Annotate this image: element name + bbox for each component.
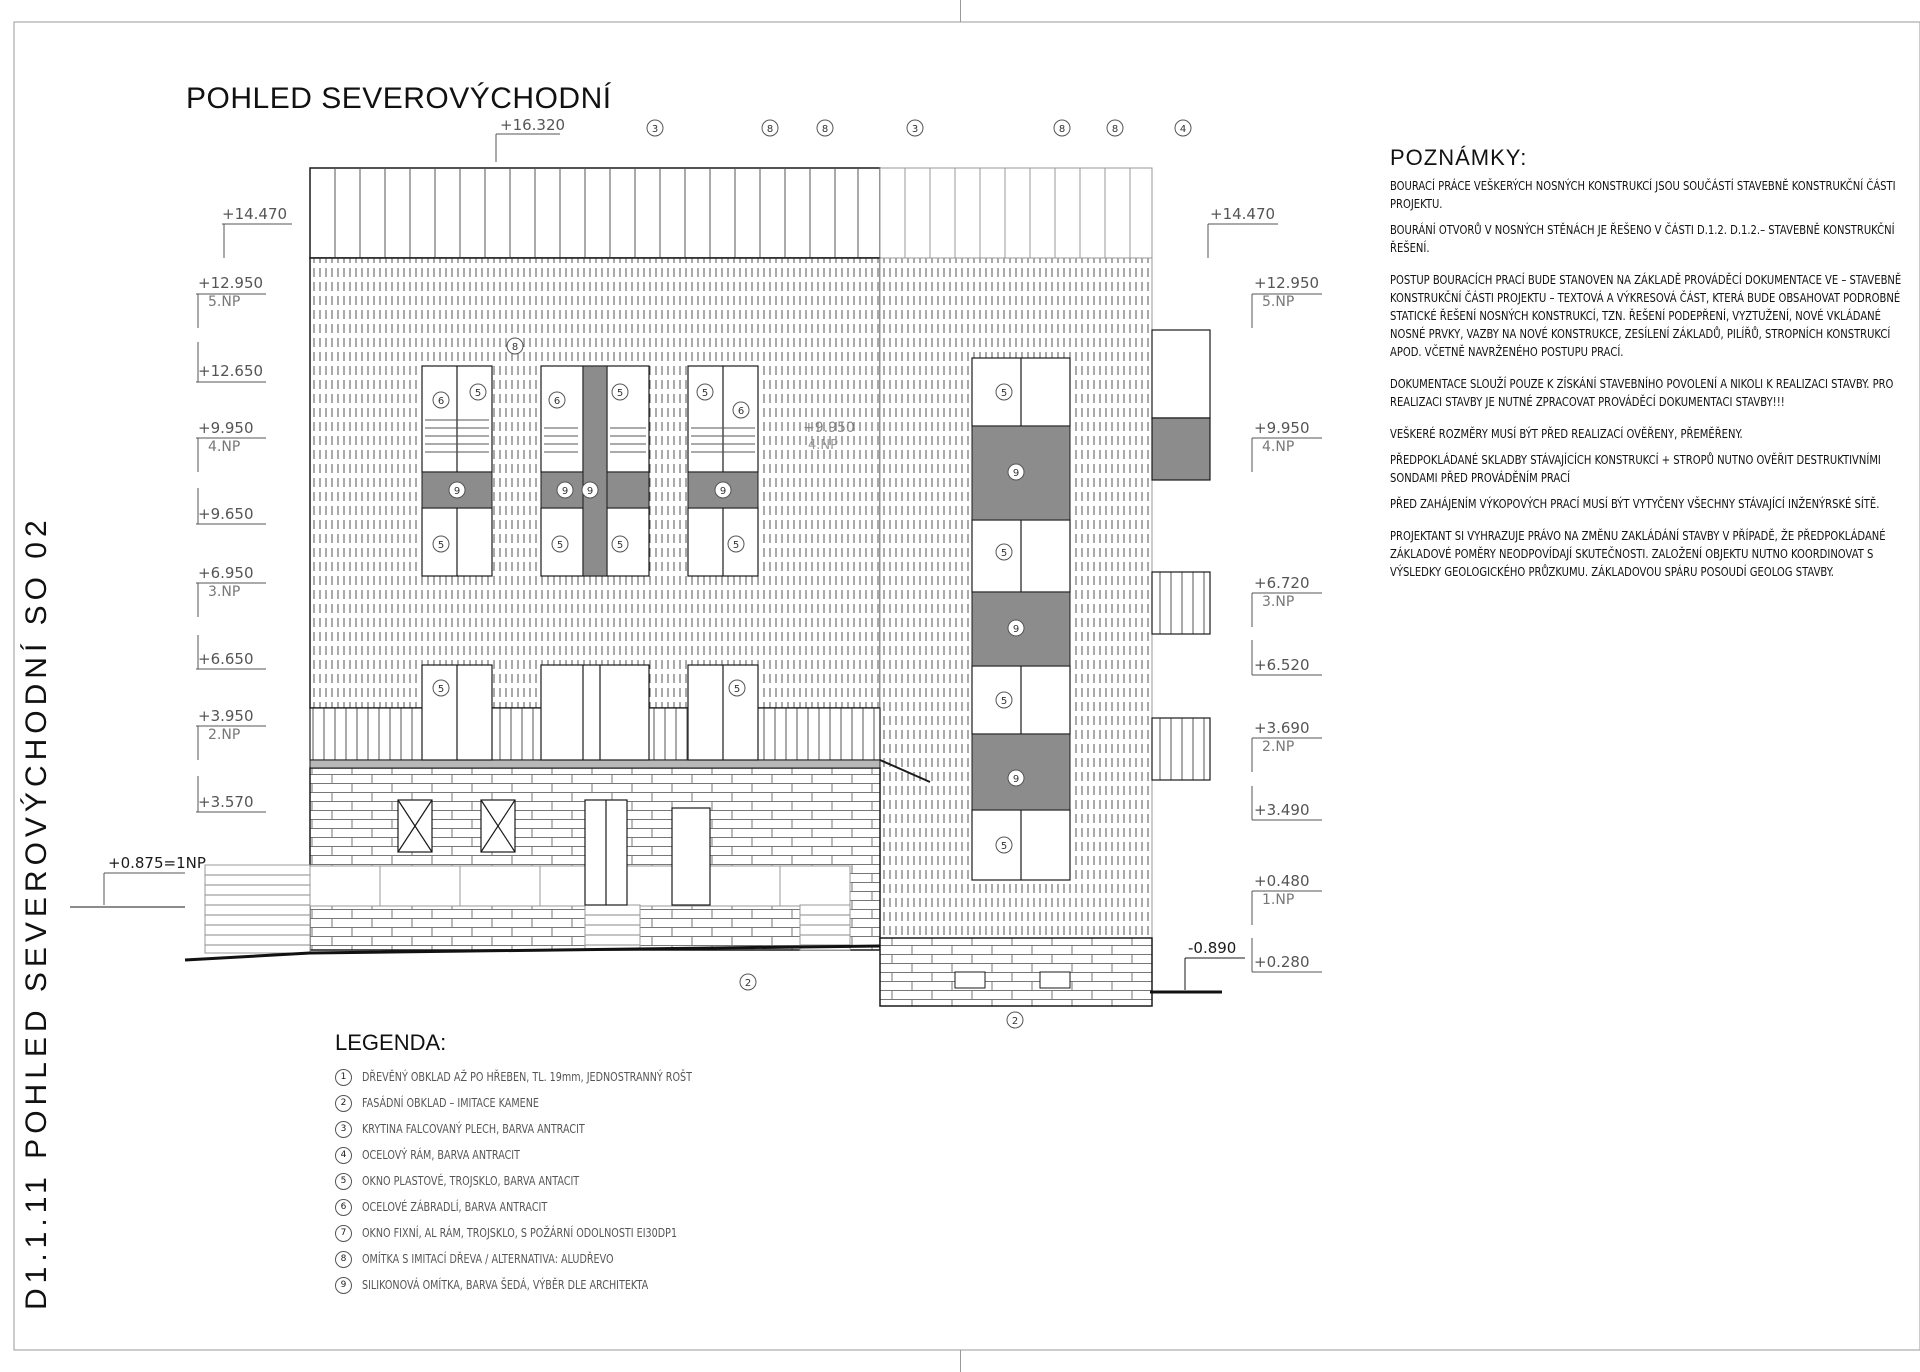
balcony-slab-fill	[310, 760, 880, 768]
marker-label: 8	[511, 342, 519, 353]
legend-item	[335, 1194, 775, 1220]
marker-label: 4	[1179, 124, 1187, 135]
marker-label: 5	[474, 388, 482, 399]
level-9650-left: +9.650	[198, 505, 254, 523]
floor-3np-right: 3.NP	[1262, 594, 1295, 610]
marker-label: 9	[586, 486, 594, 497]
marker-label: 5	[1000, 388, 1008, 399]
marker-label: 6	[737, 406, 745, 417]
note-item: DOKUMENTACE SLOUŽÍ POUZE K ZÍSKÁNÍ STAVEBNÍHO POVOLENÍ A NIKOLI K REALIZACI STAVBY. PRO REALIZACI STAVBY JE NUTNÉ ZPRACOVAT PROVÁDĚCÍ DOKUMENTACI STAVBY!!!	[1390, 377, 1894, 409]
marker-label: 5	[732, 540, 740, 551]
note-item: PŘED ZAHÁJENÍM VÝKOPOVÝCH PRACÍ MUSÍ BÝT VYTYČENY VŠECHNY STÁVAJÍCÍ INŽENÝRSKÉ SÍTĚ.	[1390, 497, 1880, 511]
marker-label: 9	[1012, 774, 1020, 785]
marker-label: 6	[553, 396, 561, 407]
marker-label: 6	[437, 396, 445, 407]
marker-label: 5	[437, 540, 445, 551]
level-14470-left: +14.470	[222, 205, 288, 223]
marker-label: 3	[651, 124, 659, 135]
legend-number: 3	[335, 1121, 352, 1138]
floor-4np-left: 4.NP	[208, 439, 241, 455]
marker-label: 5	[1000, 548, 1008, 559]
legend-item	[335, 1220, 775, 1246]
legend-number: 2	[335, 1095, 352, 1112]
marker-label: 9	[561, 486, 569, 497]
marker-label: 9	[1012, 624, 1020, 635]
sheet-vertical-title: D1.1.11 POHLED SEVEROVÝCHODNÍ SO 02	[20, 515, 53, 1310]
floor-3np-left: 3.NP	[208, 584, 241, 600]
level-12650-left: +12.650	[198, 362, 264, 380]
level-12950-left: +12.950	[198, 274, 264, 292]
steel-balconies	[1152, 330, 1210, 780]
floor-1np-right: 1.NP	[1262, 892, 1295, 908]
legend-number: 8	[335, 1251, 352, 1268]
roof-right	[880, 168, 1152, 258]
level-minus-0890: -0.890	[1188, 939, 1237, 957]
legend-item	[335, 1064, 775, 1090]
windows-left-2np	[422, 665, 758, 760]
marker-label: 5	[1000, 696, 1008, 707]
level-0480-right: +0.480	[1254, 872, 1310, 890]
marker-label: 5	[556, 540, 564, 551]
floor-4np-right: 4.NP	[1262, 439, 1295, 455]
marker-label: 8	[1058, 124, 1066, 135]
legend-panel	[335, 1030, 775, 1298]
marker-label: 5	[1000, 841, 1008, 852]
legend-heading: LEGENDA:	[335, 1030, 447, 1055]
marker-label: 9	[1012, 468, 1020, 479]
legend-text: OKNO PLASTOVÉ, TROJSKLO, BARVA ANTACIT	[362, 1174, 580, 1188]
legend-number: 1	[335, 1069, 352, 1086]
overlay-floor: 4.NP	[808, 438, 838, 453]
roof-left	[310, 168, 880, 258]
drawing-title: POHLED SEVEROVÝCHODNÍ	[186, 82, 612, 115]
marker-label: 3	[911, 124, 919, 135]
fence-front	[310, 866, 850, 906]
level-6520-right: +6.520	[1254, 656, 1310, 674]
legend-number: 6	[335, 1199, 352, 1216]
marker-label: 8	[821, 124, 829, 135]
legend-number: 4	[335, 1147, 352, 1164]
legend-text: FASÁDNÍ OBKLAD – IMITACE KAMENE	[362, 1096, 539, 1110]
legend-item	[335, 1090, 775, 1116]
marker-label: 9	[453, 486, 461, 497]
legend-text: OKNO FIXNÍ, AL RÁM, TROJSKLO, S POŽÁRNÍ ODOLNOSTI EI30DP1	[362, 1226, 678, 1240]
legend-item	[335, 1246, 775, 1272]
level-3490-right: +3.490	[1254, 801, 1310, 819]
note-item: VEŠKERÉ ROZMĚRY MUSÍ BÝT PŘED REALIZACÍ OVĚŘENY, PŘEMĚŘENY.	[1390, 427, 1743, 441]
floor-5np-left: 5.NP	[208, 294, 241, 310]
marker-label: 5	[437, 684, 445, 695]
legend-number: 7	[335, 1225, 352, 1242]
legend-text: DŘEVĚNÝ OBKLAD AŽ PO HŘEBEN, TL. 19mm, JEDNOSTRANNÝ ROŠT	[362, 1070, 692, 1084]
note-item: POSTUP BOURACÍCH PRACÍ BUDE STANOVEN NA ZÁKLADĚ PROVÁDĚCÍ DOKUMENTACE VE – STAVEBNĚ KONSTRUKČNÍ ČÁSTI PROJEKTU – TEXTOVÁ A VÝKRESOVÁ ČÁST, KTERÁ BUDE OBSAHOVAT PODROBNÉ STATICKÉ ŘEŠENÍ NOSNÝCH KONSTRUKCÍ, TZN. ŘEŠENÍ PODEPŘENÍ, VYZTUŽENÍ, NOVÉ VKLÁDANÉ NOSNÉ PRVKY, VAZBY NA NOVÉ KONSTRUKCE, ZESÍLENÍ ZÁKLADŮ, PILÍŘŮ, STROPNÍCH KONSTRUKCÍ APOD. VČETNĚ NAVRŽENÉHO POSTUPU PRACÍ.	[1390, 273, 1902, 359]
notes-panel	[1390, 145, 1915, 589]
floor-2np-left: 2.NP	[208, 727, 241, 743]
legend-text: OCELOVÝ RÁM, BARVA ANTRACIT	[362, 1148, 520, 1162]
note-item: BOURACÍ PRÁCE VEŠKERÝCH NOSNÝCH KONSTRUKCÍ JSOU SOUČÁSTÍ STAVEBNĚ KONSTRUKČNÍ ČÁSTI PROJEKTU.	[1390, 179, 1896, 211]
overlay-level: +9.950	[803, 420, 855, 436]
marker-label: 8	[766, 124, 774, 135]
level-6650-left: +6.650	[198, 650, 254, 668]
level-9950-right: +9.950	[1254, 419, 1310, 437]
marker-label: 5	[616, 388, 624, 399]
level-9950-left: +9.950	[198, 419, 254, 437]
legend-item	[335, 1272, 775, 1298]
fence-left	[205, 865, 310, 953]
legend-text: SILIKONOVÁ OMÍTKA, BARVA ŠEDÁ, VÝBĚR DLE ARCHITEKTA	[362, 1278, 649, 1292]
legend-number: 9	[335, 1277, 352, 1294]
legend-text: OCELOVÉ ZÁBRADLÍ, BARVA ANTRACIT	[362, 1200, 548, 1214]
level-0280-right: +0.280	[1254, 953, 1310, 971]
note-item: PŘEDPOKLÁDANÉ SKLADBY STÁVAJÍCÍCH KONSTRUKCÍ + STROPŮ NUTNO OVĚŘIT DESTRUKTIVNÍMI SONDAMI PŘED PROVÁDĚNÍM PRACÍ	[1390, 453, 1881, 485]
legend-item	[335, 1142, 775, 1168]
grey-panels-right	[972, 426, 1070, 810]
level-6720-right: +6.720	[1254, 574, 1310, 592]
gate-left	[585, 905, 640, 950]
level-16320: +16.320	[500, 116, 566, 134]
marker-label: 2	[744, 978, 752, 989]
legend-item	[335, 1116, 775, 1142]
level-3570-left: +3.570	[198, 793, 254, 811]
level-0875: +0.875=1NP	[108, 854, 206, 872]
legend-text: OMÍTKA S IMITACÍ DŘEVA / ALTERNATIVA: ALUDŘEVO	[362, 1252, 614, 1266]
floor-2np-right: 2.NP	[1262, 739, 1295, 755]
marker-label: 5	[701, 388, 709, 399]
marker-label: 5	[616, 540, 624, 551]
level-3950-left: +3.950	[198, 707, 254, 725]
marker-label: 5	[733, 684, 741, 695]
gate-right	[800, 905, 850, 950]
floor-5np-right: 5.NP	[1262, 294, 1295, 310]
marker-label: 9	[719, 486, 727, 497]
level-6950-left: +6.950	[198, 564, 254, 582]
legend-number: 5	[335, 1173, 352, 1190]
note-item: BOURÁNÍ OTVORŮ V NOSNÝCH STĚNÁCH JE ŘEŠENO V ČÁSTI D.1.2. D.1.2.– STAVEBNĚ KONSTRUKČNÍ ŘEŠENÍ.	[1390, 223, 1895, 255]
level-12950-right: +12.950	[1254, 274, 1320, 292]
legend-item	[335, 1168, 775, 1194]
notes-heading: POZNÁMKY:	[1390, 145, 1528, 170]
stone-base-right	[880, 938, 1152, 1006]
marker-label: 8	[1111, 124, 1119, 135]
note-item: PROJEKTANT SI VYHRAZUJE PRÁVO NA ZMĚNU ZAKLÁDÁNÍ STAVBY V PŘÍPADĚ, ŽE PŘEDPOKLÁDANÉ ZÁKLADOVÉ POMĚRY NEODPOVÍDAJÍ SKUTEČNOSTI. ZALOŽENÍ OBJEKTU NUTNO KOORDINOVAT S VÝSLEDKY GEOLOGICKÉHO PRŮZKUMU. ZÁKLADOVOU SPÁRU POSOUDÍ GEOLOG STAVBY.	[1390, 529, 1886, 579]
marker-label: 2	[1011, 1016, 1019, 1027]
legend-text: KRYTINA FALCOVANÝ PLECH, BARVA ANTRACIT	[362, 1122, 585, 1136]
level-14470-right: +14.470	[1210, 205, 1276, 223]
level-3690-right: +3.690	[1254, 719, 1310, 737]
